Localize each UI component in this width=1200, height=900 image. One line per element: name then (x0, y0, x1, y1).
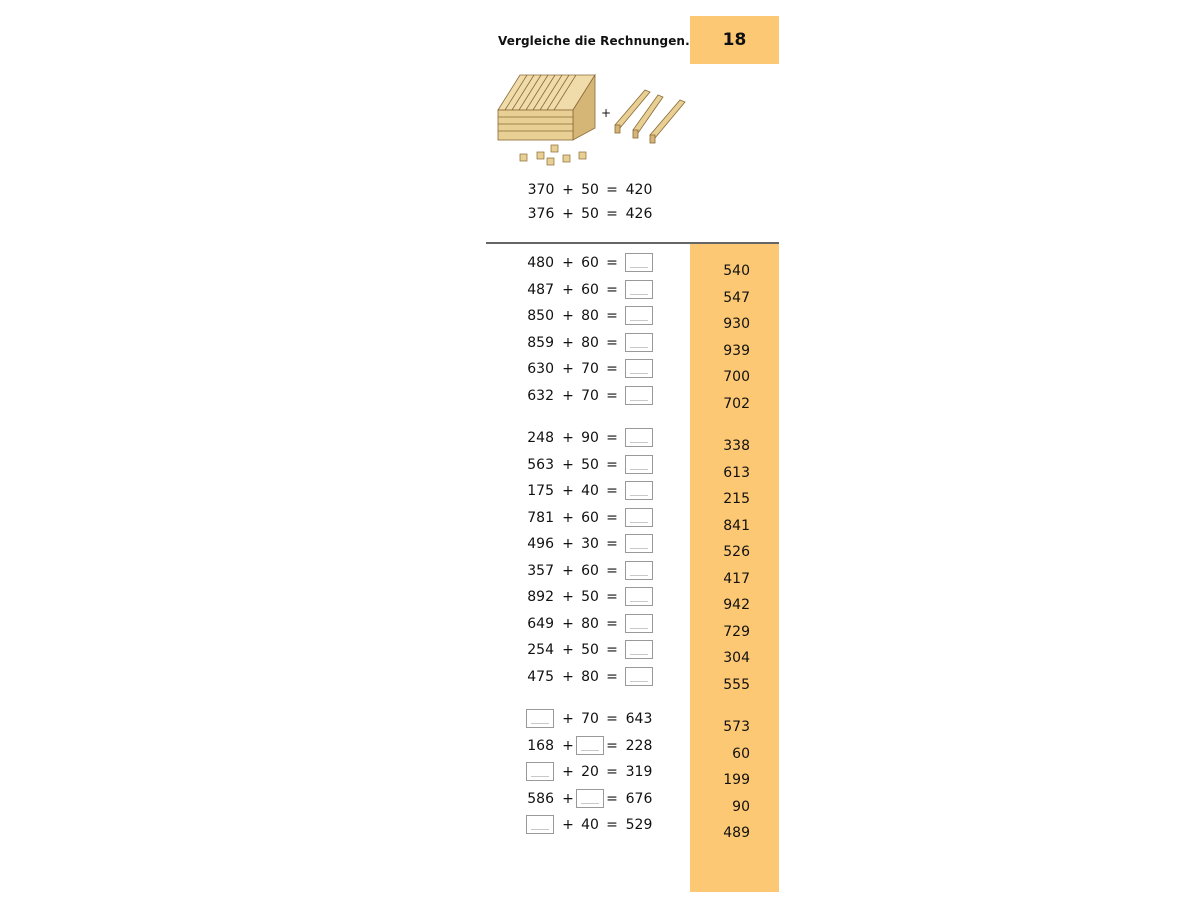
answer-box[interactable] (625, 455, 653, 474)
plus-operator: + (562, 361, 574, 377)
answer-box[interactable] (576, 789, 604, 808)
hundreds-block-stack (498, 75, 595, 140)
equation-row (520, 762, 660, 782)
equals-sign: = (606, 308, 618, 324)
page-number-badge: 18 (690, 16, 779, 64)
plus-operator: + (562, 589, 574, 605)
operand-b: 50 (581, 456, 599, 473)
solution-number: 555 (723, 676, 750, 693)
plus-operator: + (562, 790, 574, 807)
equals-sign: = (606, 430, 618, 446)
equation-row (520, 640, 660, 660)
plus-operator: + (562, 308, 574, 324)
operand-a: 254 (527, 642, 554, 658)
example-eq: = (606, 182, 618, 198)
example-result: 420 (625, 182, 653, 198)
operand-a: 632 (527, 387, 554, 404)
equation-row (520, 333, 660, 353)
plus-operator: + (562, 711, 574, 727)
operand-b: 30 (581, 536, 599, 552)
solution-number: 540 (723, 263, 750, 279)
plus-operator: + (562, 536, 574, 552)
plus-sign: + (601, 106, 612, 120)
plus-operator: + (562, 334, 574, 351)
example-eq: = (606, 206, 618, 222)
operand-a: 357 (527, 562, 554, 579)
equals-sign: = (606, 456, 618, 473)
operand-b: 60 (581, 255, 599, 271)
solution-number: 489 (723, 825, 750, 841)
solution-number: 841 (723, 517, 750, 534)
operand-a: 892 (527, 589, 554, 605)
operand-a: 630 (527, 361, 554, 377)
equals-sign: = (606, 764, 618, 780)
operand-a: 475 (527, 668, 554, 685)
equals-sign: = (606, 790, 618, 807)
operand-a: 850 (527, 308, 554, 324)
example-row-1 (520, 180, 660, 200)
equation-row (520, 561, 660, 581)
solution-number: 729 (723, 623, 750, 640)
answer-box[interactable] (625, 561, 653, 580)
equation-row (520, 667, 660, 687)
solution-number: 90 (732, 798, 750, 815)
equation-row (520, 789, 660, 809)
equals-sign: = (606, 642, 618, 658)
solution-number: 573 (723, 719, 750, 735)
operand-b: 50 (581, 642, 599, 658)
equation-row (520, 455, 660, 475)
equals-sign: = (606, 615, 618, 632)
equals-sign: = (606, 281, 618, 298)
result: 676 (625, 790, 653, 807)
solution-number: 199 (723, 772, 750, 788)
equation-row (520, 428, 660, 448)
answer-box[interactable] (625, 508, 653, 527)
example-a: 370 (527, 182, 555, 198)
solution-number: 215 (723, 491, 750, 507)
solution-number: 939 (723, 342, 750, 359)
operand-a: 496 (527, 536, 554, 552)
unit-cubes (520, 145, 586, 165)
plus-operator: + (562, 642, 574, 658)
solution-number: 702 (723, 395, 750, 412)
solution-number: 930 (723, 316, 750, 332)
answer-box[interactable] (625, 306, 653, 325)
equals-sign: = (606, 509, 618, 526)
equation-row (520, 614, 660, 634)
equation-row (520, 306, 660, 326)
operand-a: 175 (527, 483, 554, 499)
result: 529 (625, 817, 653, 833)
answer-box[interactable] (625, 587, 653, 606)
operand-a: 248 (527, 430, 554, 446)
answer-box[interactable] (625, 667, 653, 686)
equals-sign: = (606, 334, 618, 351)
solution-number: 304 (723, 650, 750, 666)
answer-box[interactable] (625, 640, 653, 659)
equals-sign: = (606, 562, 618, 579)
operand-a: 781 (527, 509, 554, 526)
operand-a: 168 (527, 737, 554, 754)
plus-operator: + (562, 255, 574, 271)
answer-box[interactable] (625, 534, 653, 553)
equation-row (520, 587, 660, 607)
operand-b: 50 (581, 589, 599, 605)
example-op: + (562, 206, 574, 222)
answer-box[interactable] (526, 709, 554, 728)
answer-box[interactable] (625, 333, 653, 352)
plus-operator: + (562, 387, 574, 404)
plus-operator: + (562, 509, 574, 526)
solution-number: 526 (723, 544, 750, 560)
answer-box[interactable] (625, 614, 653, 633)
example-result: 426 (625, 206, 653, 222)
operand-b: 90 (581, 430, 599, 446)
operand-a: 487 (527, 281, 554, 298)
equation-row (520, 481, 660, 501)
solution-number: 60 (732, 745, 750, 762)
operand-b: 20 (581, 764, 599, 780)
operand-b: 60 (581, 562, 599, 579)
answer-box[interactable] (526, 815, 554, 834)
operand-a: 480 (527, 255, 554, 271)
plus-operator: + (562, 562, 574, 579)
operand-b: 70 (581, 711, 599, 727)
plus-operator: + (562, 764, 574, 780)
equals-sign: = (606, 589, 618, 605)
solution-number: 700 (723, 369, 750, 385)
solution-number: 547 (723, 289, 750, 306)
equation-row (520, 508, 660, 528)
result: 228 (625, 737, 653, 754)
example-b: 50 (581, 206, 599, 222)
equals-sign: = (606, 361, 618, 377)
plus-operator: + (562, 430, 574, 446)
operand-b: 60 (581, 281, 599, 298)
equals-sign: = (606, 817, 618, 833)
equation-row (520, 280, 660, 300)
example-row-2 (520, 204, 660, 224)
operand-b: 80 (581, 615, 599, 632)
equation-row (520, 253, 660, 273)
equation-row (520, 534, 660, 554)
example-op: + (562, 182, 574, 198)
equals-sign: = (606, 536, 618, 552)
plus-operator: + (562, 817, 574, 833)
ten-rods (615, 90, 685, 143)
equation-row (520, 709, 660, 729)
answer-box[interactable] (625, 386, 653, 405)
answer-box[interactable] (576, 736, 604, 755)
operand-b: 40 (581, 483, 599, 499)
plus-operator: + (562, 281, 574, 298)
operand-a: 563 (527, 456, 554, 473)
worksheet-title: Vergleiche die Rechnungen. (498, 34, 690, 48)
answer-box[interactable] (625, 481, 653, 500)
answer-box[interactable] (625, 280, 653, 299)
operand-a: 586 (527, 790, 554, 807)
operand-b: 80 (581, 308, 599, 324)
equation-row (520, 815, 660, 835)
solution-number: 417 (723, 570, 750, 587)
answer-box[interactable] (625, 253, 653, 272)
equals-sign: = (606, 737, 618, 754)
operand-b: 60 (581, 509, 599, 526)
plus-operator: + (562, 737, 574, 754)
answer-box[interactable] (526, 762, 554, 781)
equation-row (520, 386, 660, 406)
plus-operator: + (562, 668, 574, 685)
example-a: 376 (527, 206, 555, 222)
operand-b: 70 (581, 387, 599, 404)
plus-operator: + (562, 456, 574, 473)
equals-sign: = (606, 387, 618, 404)
plus-operator: + (562, 483, 574, 499)
solution-number: 942 (723, 597, 750, 613)
solution-number: 338 (723, 438, 750, 454)
base-ten-blocks-illustration (495, 70, 695, 170)
equals-sign: = (606, 255, 618, 271)
solution-number: 613 (723, 464, 750, 481)
equals-sign: = (606, 483, 618, 499)
answer-box[interactable] (625, 359, 653, 378)
operand-a: 649 (527, 615, 554, 632)
operand-b: 40 (581, 817, 599, 833)
equals-sign: = (606, 668, 618, 685)
operand-b: 80 (581, 334, 599, 351)
result: 319 (625, 764, 653, 780)
equation-row (520, 359, 660, 379)
example-b: 50 (581, 182, 599, 198)
equals-sign: = (606, 711, 618, 727)
result: 643 (625, 711, 653, 727)
operand-b: 70 (581, 361, 599, 377)
plus-operator: + (562, 615, 574, 632)
operand-a: 859 (527, 334, 554, 351)
answer-box[interactable] (625, 428, 653, 447)
operand-b: 80 (581, 668, 599, 685)
equation-row (520, 736, 660, 756)
